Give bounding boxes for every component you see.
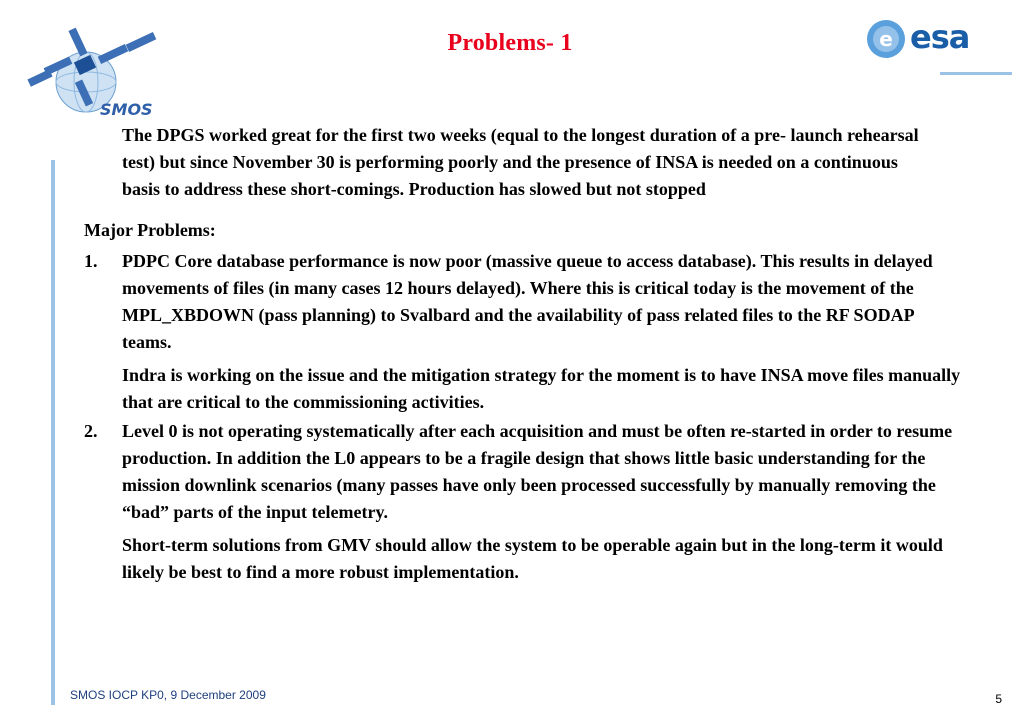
problem-note: Short-term solutions from GMV should allow the system to be operable again but in the long-term it would likely be best to find a more robust implementation. [122, 535, 943, 582]
smos-wordmark: SMOS [100, 100, 153, 119]
footer-caption: SMOS IOCP KP0, 9 December 2009 [70, 688, 266, 702]
problem-item-2 [84, 418, 974, 526]
problem-number: 1. [84, 251, 98, 271]
problem-text: PDPC Core database performance is now poor (massive queue to access database). This results in delayed movements of files (in many cases 12 hours delayed). Where this is critical today is the movement of the MPL_XBDOWN (pass planning) to Svalbard and the availability of pass related files to the RF SODAP teams. [122, 251, 933, 352]
major-problems-heading: Major Problems: [84, 220, 216, 240]
page-number: 5 [995, 692, 1002, 706]
slide-body [84, 122, 974, 588]
left-margin-rule [51, 160, 55, 705]
problem-item-1 [84, 248, 974, 356]
svg-text:e: e [879, 27, 893, 51]
problem-text: Level 0 is not operating systematically after each acquisition and must be often re-started in order to resume production. In addition the L0 appears to be a fragile design that shows little basic understanding for the mission downlink scenarios (many passes have only been processed successfully by manually removing the “bad” parts of the input telemetry. [122, 421, 953, 522]
page-title: Problems- 1 [447, 30, 573, 56]
intro-paragraph: The DPGS worked great for the first two weeks (equal to the longest duration of a pre- launch rehearsal test) but since November 30 is performing poorly and the presence of INSA is needed on a continuous basis to address these short-comings. Production has slowed but not stopped [122, 125, 919, 199]
esa-logo [866, 18, 1006, 60]
problem-number: 2. [84, 421, 98, 441]
esa-wordmark: esa [910, 18, 970, 56]
problem-note: Indra is working on the issue and the mitigation strategy for the moment is to have INSA move files manually that are critical to the commissioning activities. [122, 365, 961, 412]
